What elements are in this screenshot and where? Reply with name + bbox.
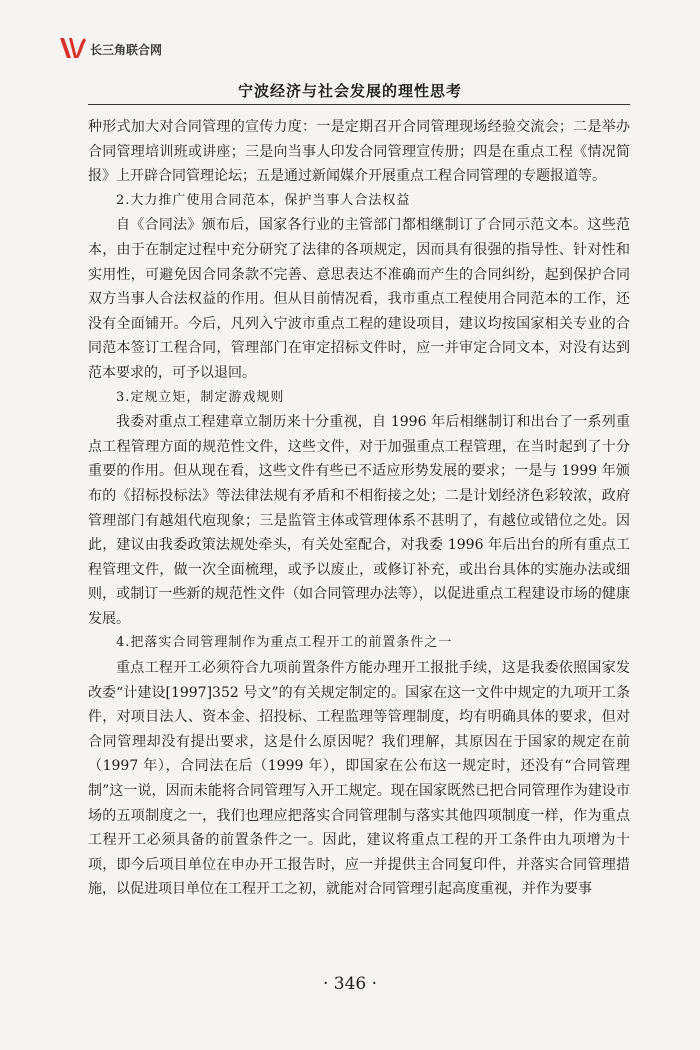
paragraph: 我委对重点工程建章立制历来十分重视，自 1996 年后相继制订和出台了一系列重点工程管理方面的规范性文件，这些文件，对于加强重点工程管理，在当时起到了十分重要的作用。但从现在看，这些文件有些已不适应形势发展的要求；一是与 1999 年颁布的《招标投标法》等法律法规有矛盾和不相衔接之处；二是计划经济色彩较浓，政府管理部门有越俎代庖现象；三是监管主体或管理体系不甚明了，有越位或错位之处。因此，建议由我委政策法规处牵头，有关处室配合，对我委 1996 年后出台的所有重点工程管理文件，做一次全面梳理，或予以废止，或修订补充，或出台具体的实施办法或细则，或制订一些新的规范性文件（如合同管理办法等），以促进重点工程建设市场的健康发展。 [88, 414, 630, 627]
logo-text: 长三角联合网 [90, 42, 163, 57]
site-logo [58, 36, 162, 62]
paragraph: 种形式加大对合同管理的宣传力度：一是定期召开合同管理现场经验交流会；二是举办合同管理培训班或讲座；三是向当事人印发合同管理宣传册；四是在重点工程《情况简报》上开辟合同管理论坛；五是通过新闻媒介开展重点工程合同管理的专题报道等。 [88, 119, 630, 185]
header-rule [88, 104, 630, 105]
section-heading: 4.把落实合同管理制作为重点工程开工的前置条件之一 [116, 635, 453, 651]
running-title: 宁波经济与社会发展的理性思考 [237, 82, 462, 100]
page-body [88, 115, 630, 902]
paragraph: 自《合同法》颁布后，国家各行业的主管部门都相继制订了合同示范文本。这些范本，由于在制定过程中充分研究了法律的各项规定，因而具有很强的指导性、针对性和实用性，可避免因合同条款不完善、意思表达不准确而产生的合同纠纷，起到保护合同双方当事人合法权益的作用。但从目前情况看，我市重点工程使用合同范本的工作，还没有全面铺开。今后，凡列入宁波市重点工程的建设项目，建议均按国家相关专业的合同范本签订工程合同，管理部门在审定招标文件时，应一并审定合同文本，对没有达到范本要求的，可予以退回。 [88, 217, 630, 381]
paragraph: 重点工程开工必须符合九项前置条件方能办理开工报批手续，这是我委依照国家发改委“计建设[1997]352 号文”的有关规定制定的。国家在这一文件中规定的九项开工条件，对项目法人、资本金、招投标、工程监理等管理制度，均有明确具体的要求，但对合同管理却没有提出要求，这是什么原因呢？我们理解，其原因在于国家的规定在前（1997 年），合同法在后（1999 年），即国家在公布这一规定时，还没有“合同管理制”这一说，因而未能将合同管理写入开工规定。现在国家既然已把合同管理作为建设市场的五项制度之一，我们也理应把落实合同管理制与落实其他四项制度一样，作为重点工程开工必须具备的前置条件之一。因此，建议将重点工程的开工条件由九项增为十项，即今后项目单位在申办开工报告时，应一并提供主合同复印件，并落实合同管理措施，以促进项目单位在工程开工之初，就能对合同管理引起高度重视，并作为要事 [88, 660, 630, 898]
section-heading: 2.大力推广使用合同范本，保护当事人合法权益 [116, 192, 411, 208]
section-heading: 3.定规立矩，制定游戏规则 [116, 389, 285, 405]
page-number: · 346 · [322, 974, 378, 994]
cjrhw-logo-icon [58, 36, 86, 62]
